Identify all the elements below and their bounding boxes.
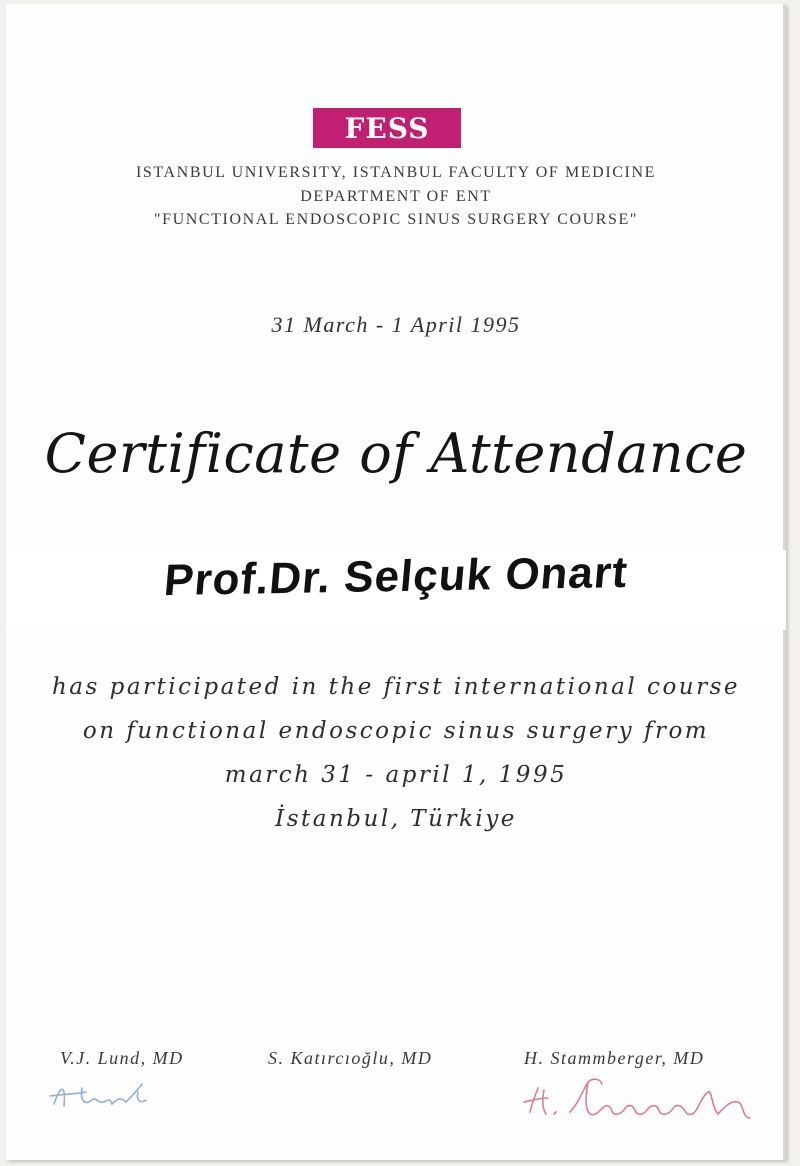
lund-signature [46,1074,176,1118]
signatory-stammberger: H. Stammberger, MD [524,1048,705,1068]
logo-text: FESS [344,111,430,145]
body-line-4: İstanbul, Türkiye [275,806,517,832]
institution-line-3: "FUNCTIONAL ENDOSCOPIC SINUS SURGERY COURSE" [153,211,639,228]
fess-logo [313,108,461,148]
certificate-title: Certificate of Attendance [44,422,748,485]
certificate-sheet [6,4,786,1160]
signatory-katircioglu: S. Katırcıoğlu, MD [268,1048,433,1068]
body-line-1: has participated in the first international course [51,674,741,700]
body-line-2: on functional endoscopic sinus surgery from [82,718,710,744]
signatory-lund: V.J. Lund, MD [60,1048,184,1068]
recipient-name: Prof.Dr. Selçuk Onart [162,547,630,606]
institution-line-2: DEPARTMENT OF ENT [300,188,492,205]
institution-line-1: ISTANBUL UNIVERSITY, ISTANBUL FACULTY OF MEDICINE [136,164,656,181]
course-dates: 31 March - 1 April 1995 [271,312,521,337]
stammberger-signature [518,1068,768,1124]
body-line-3: march 31 - april 1, 1995 [224,762,568,788]
